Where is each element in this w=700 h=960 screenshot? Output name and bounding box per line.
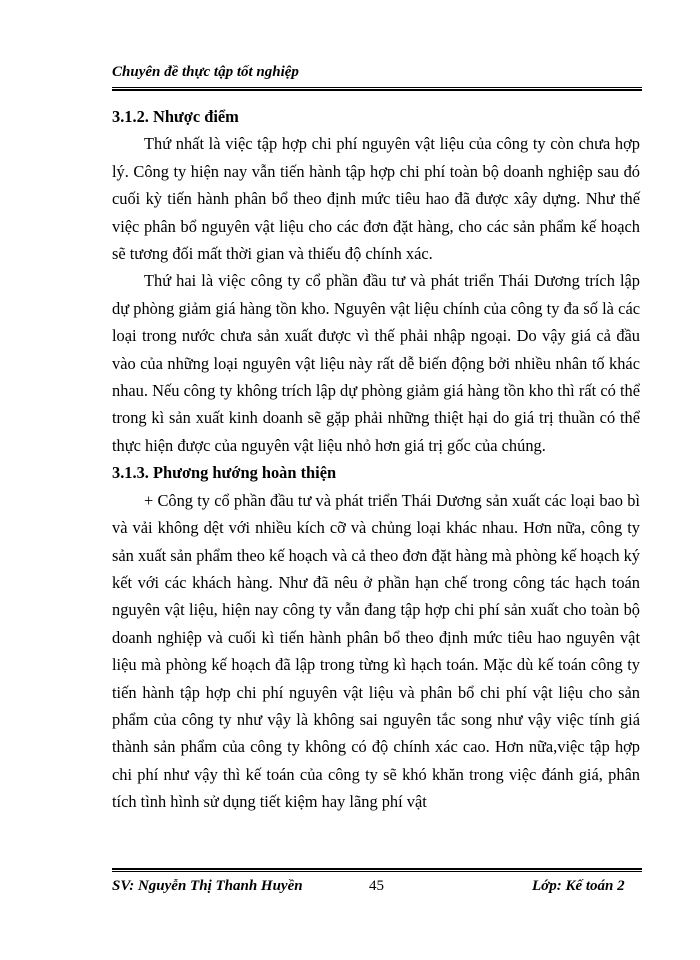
footer-rule [112, 868, 642, 872]
header-rule [112, 87, 642, 91]
section-heading-improvement-direction: 3.1.3. Phương hướng hoàn thiện [112, 463, 337, 483]
paragraph: Thứ hai là việc công ty cổ phần đầu tư và phát triển Thái Dương trích lập dự phòng giảm giá hàng tồn kho. Nguyên vật liệu chính của công ty đa số là các loại trong nước chưa sản xuất được vì thế phải nhập ngoại. Do vậy giá cả đầu vào của những loại nguyên vật liệu này rất dễ biến động bởi nhiều nhân tố khác nhau. Nếu công ty không trích lập dự phòng giảm giá hàng tồn kho thì rất có thể trong kì sản xuất kinh doanh sẽ gặp phải những thiệt hại do giá trị thuần có thể thực hiện được của nguyên vật liệu nhỏ hơn giá trị gốc của chúng. [112, 271, 640, 455]
section-heading-weaknesses: 3.1.2. Nhược điểm [112, 107, 239, 126]
footer-student-name: SV: Nguyễn Thị Thanh Huyền [112, 878, 303, 894]
footer-page-number: 45 [369, 878, 384, 894]
paragraph: Thứ nhất là việc tập hợp chi phí nguyên vật liệu của công ty còn chưa hợp lý. Công ty hiện nay vẫn tiến hành tập hợp chi phí toàn bộ doanh nghiệp sau đó cuối kỳ tiến hành phân bổ theo định mức tiêu hao đã được xây dựng. Như thế việc phân bổ nguyên vật liệu cho các đơn đặt hàng, cho các sản phẩm kế hoạch sẽ tương đối mất thời gian và thiếu độ chính xác. [112, 134, 640, 264]
page-header-title: Chuyên đề thực tập tốt nghiệp [112, 64, 299, 80]
paragraph: + Công ty cổ phần đầu tư và phát triển Thái Dương sản xuất các loại bao bì và vải không dệt với nhiều kích cỡ và chủng loại khác nhau. Hơn nữa, công ty sản xuất sản phẩm theo kế hoạch và cả theo đơn đặt hàng mà phòng kế hoạch ký kết với các khách hàng. Như đã nêu ở phần hạn chế trong công tác hạch toán nguyên vật liệu, hiện nay công ty vẫn đang tập hợp chi phí sản xuất cho toàn bộ doanh nghiệp và cuối kì tiến hành phân bổ theo định mức tiêu hao nguyên vật liệu mà phòng kế hoạch đã lập trong từng kì hạch toán. Mặc dù kế toán công ty tiến hành tập hợp chi phí nguyên vật liệu và phân bổ chi phí vật liệu cho sản phẩm của công ty như vậy là không sai nguyên tắc song như vậy việc tính giá thành sản phẩm của công ty không có độ chính xác cao. Hơn nữa,việc tập hợp chi phí như vậy thì kế toán của công ty sẽ khó khăn trong việc đánh giá, phân tích tình hình sử dụng tiết kiệm hay lãng phí vật [112, 490, 640, 812]
footer-class-name: Lớp: Kế toán 2 [532, 878, 625, 894]
page-body [112, 103, 640, 816]
